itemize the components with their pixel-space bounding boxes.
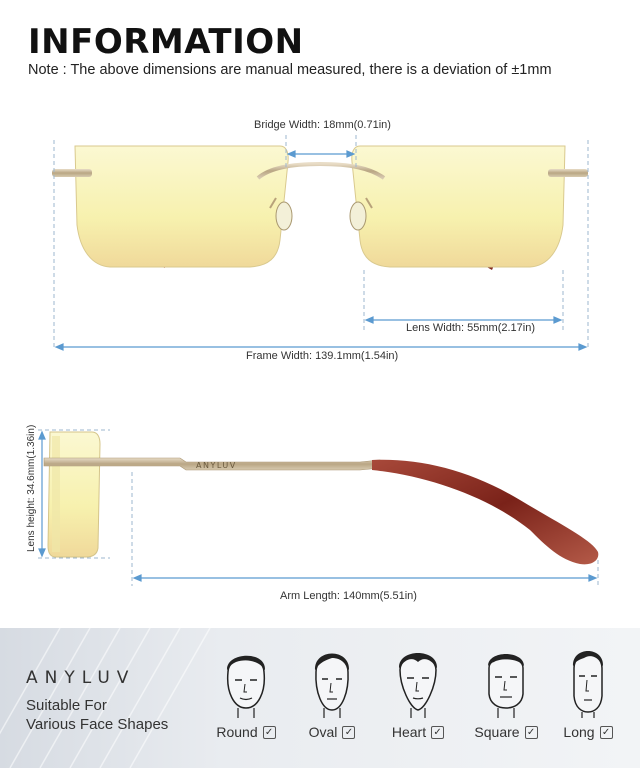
face-shapes-band bbox=[0, 628, 640, 768]
round-check-icon: ✓ bbox=[263, 726, 276, 739]
right-lens bbox=[352, 146, 565, 267]
oval-face-icon bbox=[304, 646, 360, 718]
long-check-icon: ✓ bbox=[600, 726, 613, 739]
face-label-square: Square bbox=[474, 724, 520, 740]
heart-face-icon bbox=[390, 646, 446, 718]
face-oval bbox=[292, 646, 372, 742]
face-heart bbox=[378, 646, 458, 742]
face-label-oval: Oval bbox=[308, 724, 338, 740]
face-round bbox=[206, 646, 286, 742]
left-lens bbox=[75, 146, 288, 267]
frame-width-label: Frame Width: 139.1mm(1.54in) bbox=[246, 350, 399, 362]
face-label-heart: Heart bbox=[391, 724, 427, 740]
square-face-icon bbox=[478, 646, 534, 718]
long-face-icon bbox=[560, 646, 616, 718]
right-nose-pad bbox=[350, 202, 366, 230]
face-long bbox=[548, 646, 628, 742]
brand-logo: ANYLUV bbox=[26, 668, 136, 688]
suitable-text bbox=[26, 696, 168, 734]
measurement-note: Note : The above dimensions are manual measured, there is a deviation of ±1mm bbox=[28, 62, 552, 78]
suitable-line-2: Various Face Shapes bbox=[26, 716, 169, 733]
lens-height-label: Lens height: 34.6mm(1.36in) bbox=[26, 424, 37, 552]
heart-check-icon: ✓ bbox=[431, 726, 444, 739]
face-label-round: Round bbox=[216, 724, 258, 740]
page-title: INFORMATION bbox=[28, 22, 304, 62]
square-check-icon: ✓ bbox=[525, 726, 538, 739]
bridge-width-label: Bridge Width: 18mm(0.71in) bbox=[254, 119, 391, 131]
suitable-line-1: Suitable For bbox=[26, 697, 107, 714]
round-face-icon bbox=[218, 646, 274, 718]
left-nose-pad bbox=[276, 202, 292, 230]
temple-engraving: ANYLUV bbox=[196, 461, 237, 470]
left-hinge bbox=[52, 169, 92, 177]
oval-check-icon: ✓ bbox=[342, 726, 355, 739]
lens-width-label: Lens Width: 55mm(2.17in) bbox=[406, 322, 535, 334]
side-temple-tip bbox=[372, 460, 598, 565]
right-hinge bbox=[548, 169, 588, 177]
face-label-long: Long bbox=[563, 724, 595, 740]
face-square bbox=[466, 646, 546, 742]
arm-length-label: Arm Length: 140mm(5.51in) bbox=[280, 590, 417, 602]
